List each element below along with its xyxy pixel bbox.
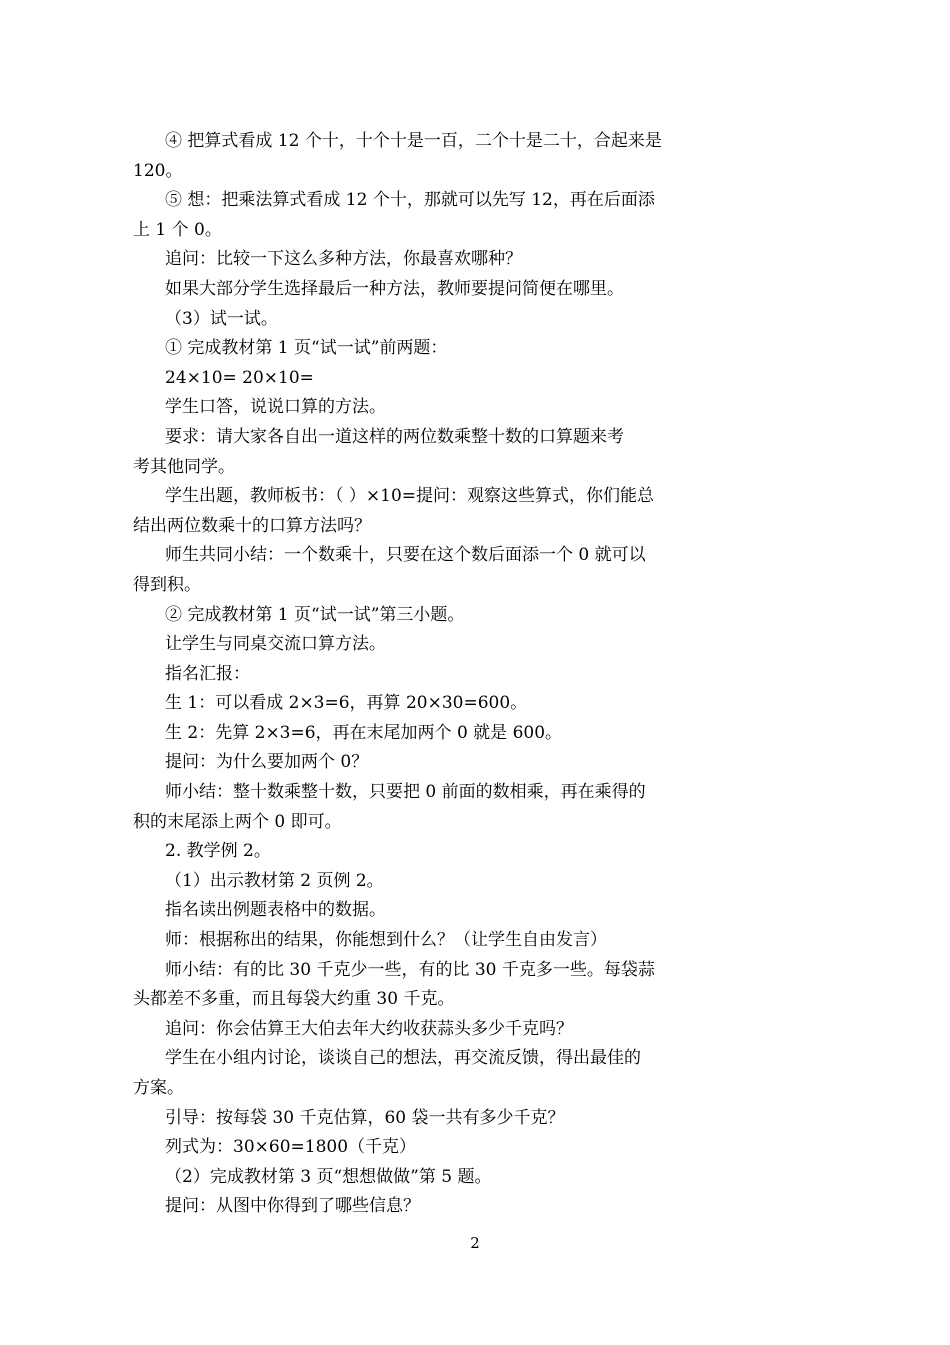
text-line: 24×10= 20×10=	[165, 367, 314, 388]
body-text	[133, 127, 693, 1222]
text-line: 师小结：有的比 30 千克少一些，有的比 30 千克多一些。每袋蒜	[165, 959, 655, 980]
text-line: 学生在小组内讨论，谈谈自己的想法，再交流反馈，得出最佳的	[165, 1048, 641, 1069]
text-line: 生 1：可以看成 2×3=6，再算 20×30=600。	[165, 693, 528, 714]
text-line: ② 完成教材第 1 页“试一试”第三小题。	[165, 604, 465, 625]
text-line: 积的末尾添上两个 0 即可。	[133, 811, 342, 832]
text-line: 追问：比较一下这么多种方法，你最喜欢哪种？	[165, 249, 522, 270]
text-line: 学生出题，教师板书：（ ）×10=提问：观察这些算式，你们能总	[165, 486, 655, 507]
text-line: 如果大部分学生选择最后一种方法，教师要提问简便在哪里。	[165, 278, 624, 299]
text-line: 提问：从图中你得到了哪些信息？	[165, 1196, 420, 1217]
text-line: 学生口答，说说口算的方法。	[165, 397, 386, 418]
text-line: 追问：你会估算王大伯去年大约收获蒜头多少千克吗？	[165, 1018, 573, 1039]
text-line: 师生共同小结：一个数乘十，只要在这个数后面添一个 0 就可以	[165, 545, 646, 566]
text-line: 结出两位数乘十的口算方法吗？	[133, 515, 371, 536]
text-line: 列式为：30×60=1800（千克）	[165, 1137, 417, 1158]
text-line: 提问：为什么要加两个 0？	[165, 752, 369, 773]
text-line: （3）试一试。	[165, 308, 278, 329]
page-number: 2	[470, 1234, 480, 1252]
text-line: 上 1 个 0。	[133, 219, 222, 240]
text-line: 指名读出例题表格中的数据。	[165, 900, 386, 921]
text-line: 得到积。	[133, 574, 201, 595]
text-line: （2）完成教材第 3 页“想想做做”第 5 题。	[165, 1166, 492, 1187]
text-line: 要求：请大家各自出一道这样的两位数乘整十数的口算题来考	[165, 426, 624, 447]
text-line: 让学生与同桌交流口算方法。	[165, 634, 386, 655]
text-line: 方案。	[133, 1078, 184, 1098]
text-line: 120。	[133, 160, 183, 181]
text-line: ⑤ 想：把乘法算式看成 12 个十，那就可以先写 12，再在后面添	[165, 190, 655, 211]
text-line: 指名汇报：	[165, 663, 250, 684]
text-line: 2. 教学例 2。	[165, 841, 271, 862]
text-line: 师小结：整十数乘整十数，只要把 0 前面的数相乘，再在乘得的	[165, 782, 646, 803]
text-line: 生 2：先算 2×3=6，再在末尾加两个 0 就是 600。	[165, 722, 563, 743]
text-line: （1）出示教材第 2 页例 2。	[165, 870, 384, 891]
text-line: 头都差不多重，而且每袋大约重 30 千克。	[133, 989, 455, 1010]
text-line: 考其他同学。	[133, 456, 235, 477]
text-line: ④ 把算式看成 12 个十，十个十是一百，二个十是二十，合起来是	[165, 131, 662, 151]
text-line: 引导：按每袋 30 千克估算，60 袋一共有多少千克？	[165, 1107, 565, 1128]
text-line: ① 完成教材第 1 页“试一试”前两题：	[165, 338, 448, 359]
text-line: 师：根据称出的结果，你能想到什么？（让学生自由发言）	[165, 930, 607, 951]
